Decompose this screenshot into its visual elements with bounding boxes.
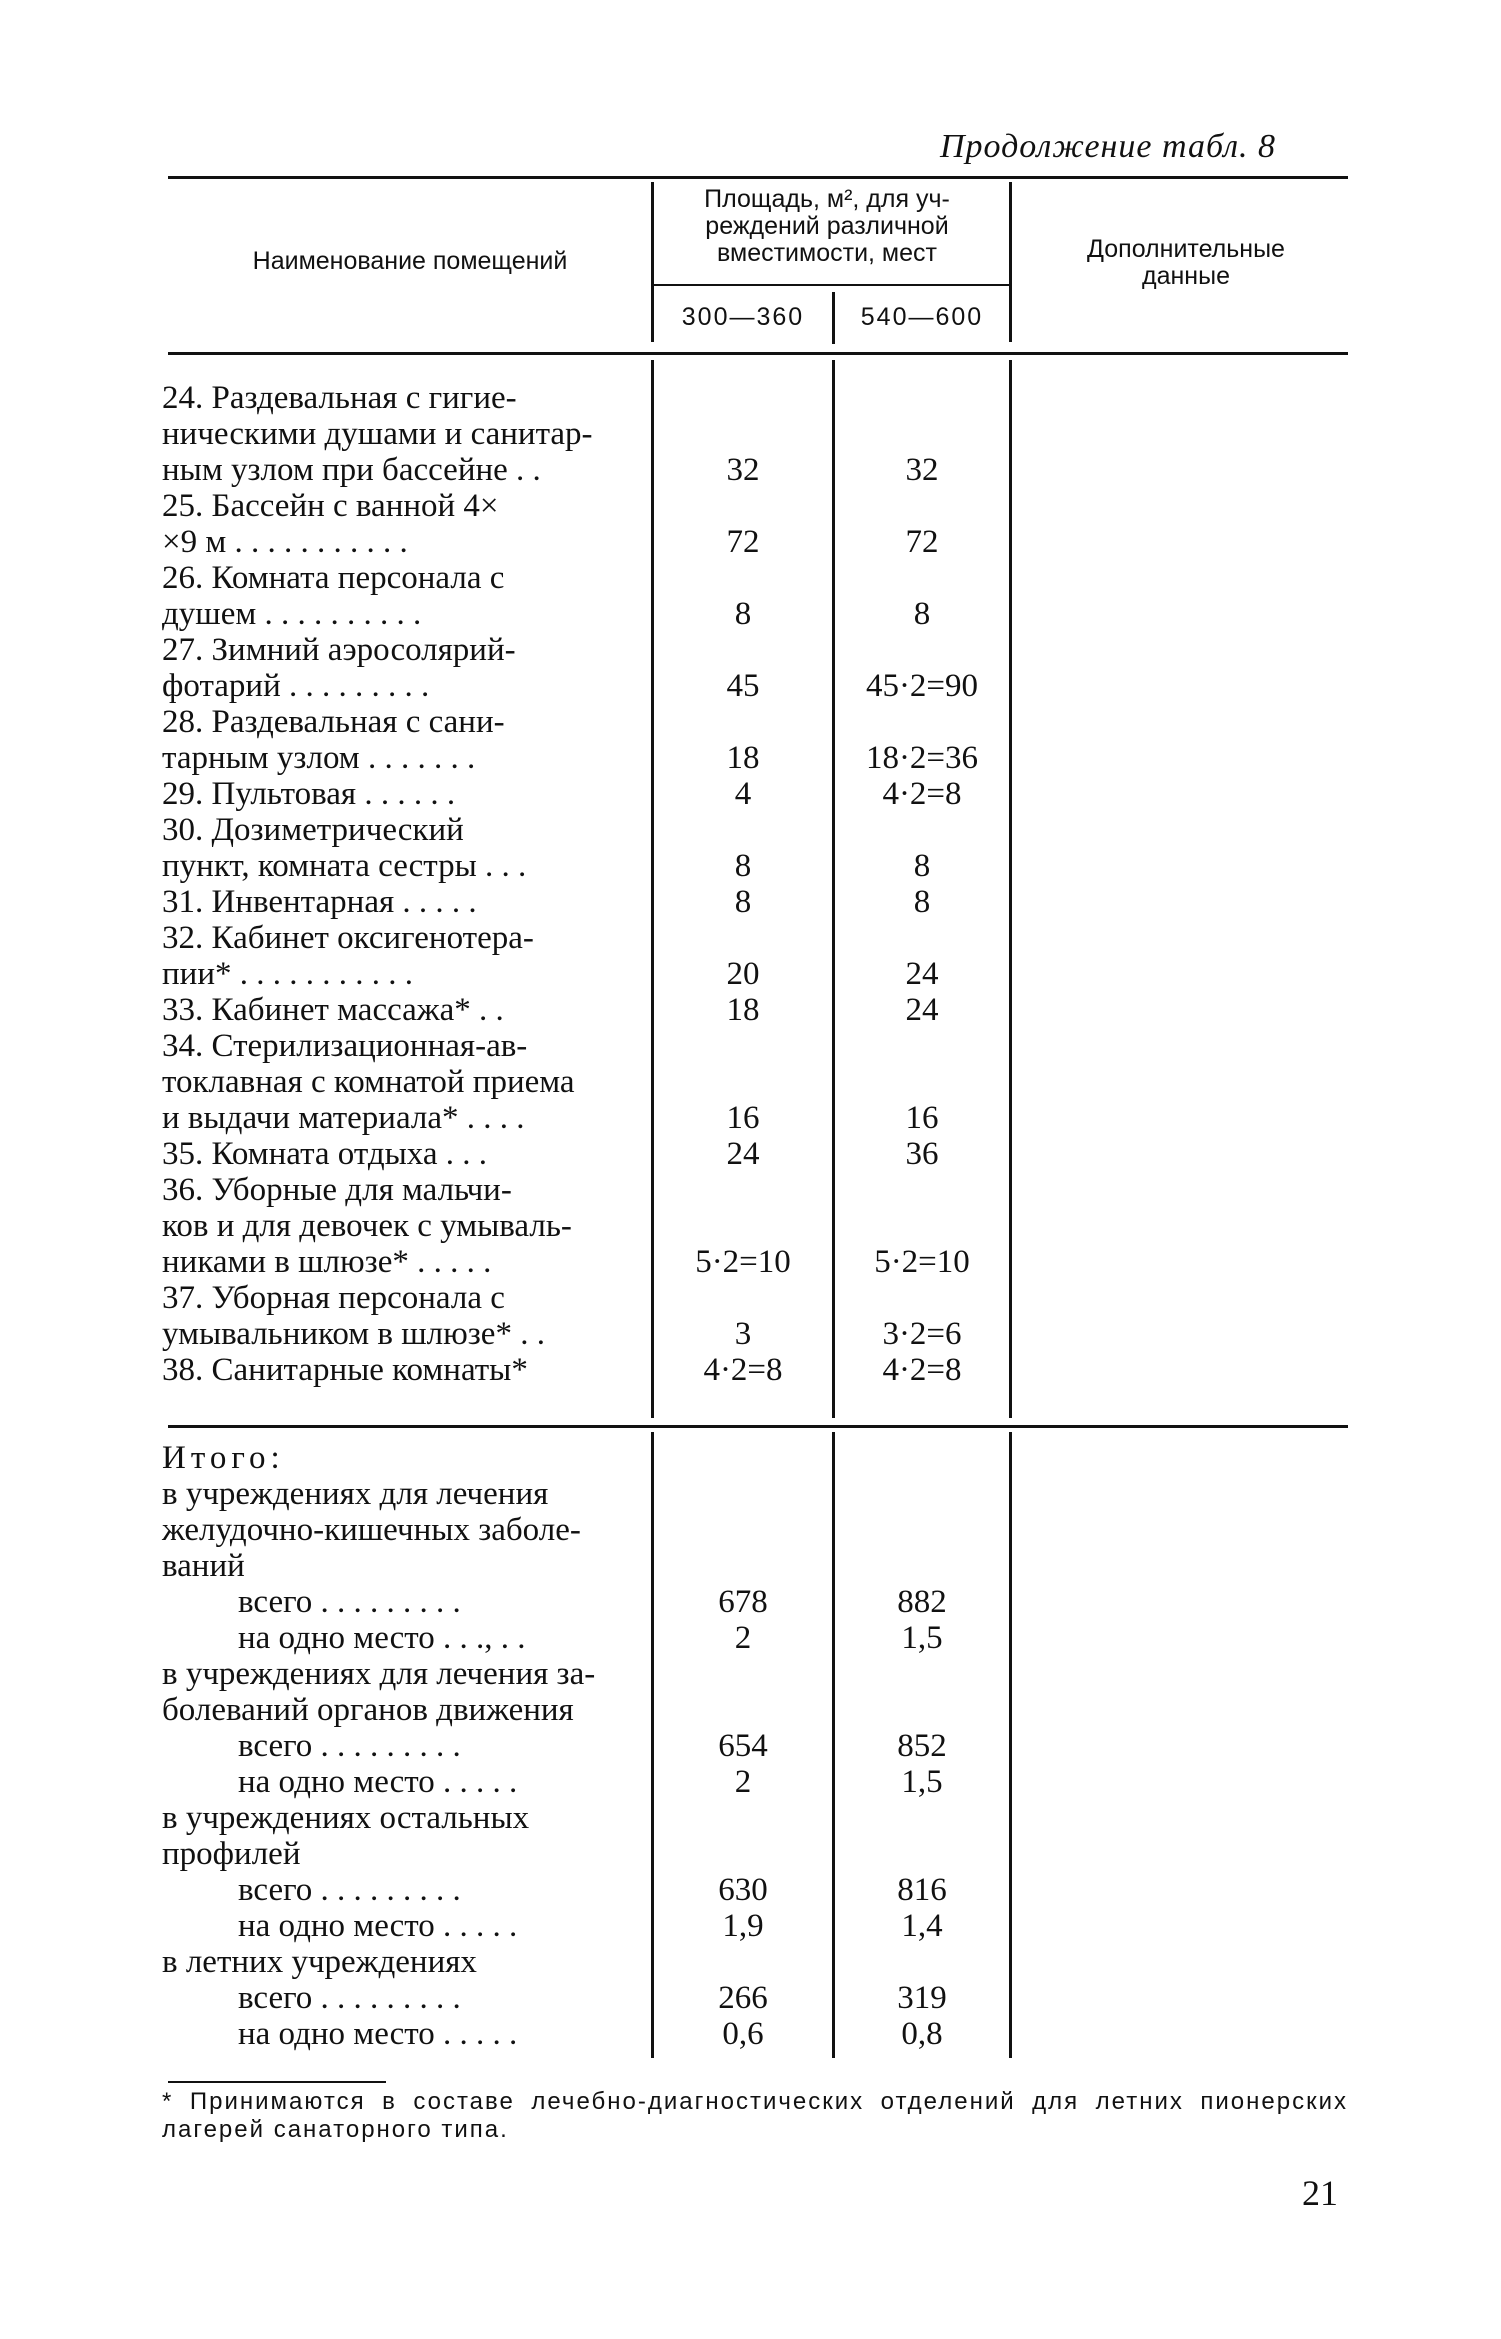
totals-group-1-per-place-label: на одно место . . ., . . [238, 1620, 526, 1656]
room-row-24-value-540-600: 32 [905, 452, 939, 488]
room-row-36-value-540-600: 5·2=10 [874, 1244, 970, 1280]
room-row-29-value-300-360: 4 [734, 776, 752, 812]
totals-group-1-per-place-540-600: 1,5 [901, 1620, 943, 1656]
room-row-29-line-1: 29. Пультовая . . . . . . [162, 776, 456, 812]
room-row-26-line-2: душем . . . . . . . . . . [162, 596, 422, 632]
room-row-32-line-2: пии* . . . . . . . . . . . [162, 956, 413, 992]
totals-group-1-per-place-300-360: 2 [734, 1620, 752, 1656]
totals-group-1-line-2: желудочно-кишечных заболе- [162, 1512, 581, 1548]
totals-group-2-per-place-300-360: 2 [734, 1764, 752, 1800]
room-row-37-value-540-600: 3·2=6 [882, 1316, 962, 1352]
header-room-name: Наименование помещений [252, 247, 568, 275]
footnote: * Принимаются в составе лечебно-диагностических отделений для летних пионерских лагерей санаторного типа. [162, 2088, 1348, 2143]
totals-group-3-total-label: всего . . . . . . . . . [238, 1872, 461, 1908]
room-row-26-value-540-600: 8 [913, 596, 931, 632]
totals-group-2-line-2: болеваний органов движения [162, 1692, 574, 1728]
page-number: 21 [1302, 2173, 1338, 2213]
room-row-38-line-1: 38. Санитарные комнаты* [162, 1352, 528, 1388]
room-row-33-value-540-600: 24 [905, 992, 939, 1028]
totals-group-4-total-540-600: 319 [897, 1980, 947, 2016]
totals-group-1-line-1: в учреждениях для лечения [162, 1476, 549, 1512]
room-row-24-line-1: 24. Раздевальная с гигие- [162, 380, 517, 416]
room-row-28-line-1: 28. Раздевальная с сани- [162, 704, 505, 740]
room-row-35-line-1: 35. Комната отдыха . . . [162, 1136, 488, 1172]
room-row-27-value-540-600: 45·2=90 [865, 668, 979, 704]
totals-group-3-per-place-label: на одно место . . . . . [238, 1908, 518, 1944]
header-extra-line-2: данные [1142, 262, 1230, 290]
totals-section [162, 1440, 642, 2052]
room-row-27-line-2: фотарий . . . . . . . . . [162, 668, 430, 704]
header-additional-data [1010, 236, 1362, 290]
totals-group-1-total-300-360: 678 [718, 1584, 768, 1620]
totals-group-2-total-label: всего . . . . . . . . . [238, 1728, 461, 1764]
room-row-30-value-540-600: 8 [913, 848, 931, 884]
room-row-36-line-2: ков и для девочек с умываль- [162, 1208, 572, 1244]
header-area-line-3: вместимости, мест [717, 239, 937, 267]
room-row-25-line-2: ×9 м . . . . . . . . . . . [162, 524, 408, 560]
room-row-26-line-1: 26. Комната персонала с [162, 560, 505, 596]
header-bottom-rule [168, 352, 1348, 355]
header-area-line-2: реждений различной [705, 212, 949, 240]
room-row-31-value-540-600: 8 [913, 884, 931, 920]
room-row-36-line-3: никами в шлюзе* . . . . . [162, 1244, 492, 1280]
room-row-27-line-1: 27. Зимний аэросолярий- [162, 632, 516, 668]
room-row-38-value-540-600: 4·2=8 [882, 1352, 962, 1388]
totals-group-3-per-place-300-360: 1,9 [722, 1908, 764, 1944]
room-row-36-line-1: 36. Уборные для мальчи- [162, 1172, 512, 1208]
totals-group-3-line-1: в учреждениях остальных [162, 1800, 530, 1836]
room-row-28-line-2: тарным узлом . . . . . . . [162, 740, 476, 776]
totals-group-4-per-place-300-360: 0,6 [722, 2016, 764, 2052]
totals-title: Итого: [162, 1440, 285, 1476]
room-row-34-line-2: токлавная с комнатой приема [162, 1064, 575, 1100]
totals-group-2-total-300-360: 654 [718, 1728, 768, 1764]
totals-group-3-per-place-540-600: 1,4 [901, 1908, 943, 1944]
room-row-29-value-540-600: 4·2=8 [882, 776, 962, 812]
header-area-line-1: Площадь, м², для уч- [704, 185, 950, 213]
totals-group-4-per-place-540-600: 0,8 [901, 2016, 943, 2052]
room-row-30-value-300-360: 8 [734, 848, 752, 884]
room-row-37-line-1: 37. Уборная персонала с [162, 1280, 505, 1316]
room-row-30-line-1: 30. Дозиметрический [162, 812, 464, 848]
room-row-36-value-300-360: 5·2=10 [695, 1244, 791, 1280]
room-row-24-value-300-360: 32 [726, 452, 760, 488]
room-row-31-value-300-360: 8 [734, 884, 752, 920]
totals-group-3-line-2: профилей [162, 1836, 301, 1872]
totals-group-4-line-1: в летних учреждениях [162, 1944, 477, 1980]
totals-group-2-per-place-540-600: 1,5 [901, 1764, 943, 1800]
totals-group-4-total-300-360: 266 [718, 1980, 768, 2016]
room-row-37-line-2: умывальником в шлюзе* . . [162, 1316, 545, 1352]
area-subheader-rule [652, 284, 1012, 286]
totals-group-3-total-540-600: 816 [897, 1872, 947, 1908]
totals-group-4-per-place-label: на одно место . . . . . [238, 2016, 518, 2052]
room-row-34-value-540-600: 16 [905, 1100, 939, 1136]
totals-group-1-total-540-600: 882 [897, 1584, 947, 1620]
totals-group-2-per-place-label: на одно место . . . . . [238, 1764, 518, 1800]
room-row-25-value-300-360: 72 [726, 524, 760, 560]
room-row-35-value-300-360: 24 [726, 1136, 760, 1172]
room-row-34-value-300-360: 16 [726, 1100, 760, 1136]
room-row-27-value-300-360: 45 [726, 668, 760, 704]
room-row-38-value-300-360: 4·2=8 [703, 1352, 783, 1388]
room-row-32-value-300-360: 20 [726, 956, 760, 992]
room-row-35-value-540-600: 36 [905, 1136, 939, 1172]
table-continuation-caption: Продолжение табл. 8 [940, 128, 1277, 165]
room-row-28-value-300-360: 18 [726, 740, 760, 776]
room-row-24-line-3: ным узлом при бассейне . . [162, 452, 541, 488]
room-row-30-line-2: пункт, комната сестры . . . [162, 848, 527, 884]
header-capacity-300-360: 300—360 [681, 303, 805, 331]
room-row-34-line-1: 34. Стерилизационная-ав- [162, 1028, 528, 1064]
totals-separator-rule [168, 1425, 1348, 1428]
header-area [652, 186, 1002, 267]
room-row-33-value-300-360: 18 [726, 992, 760, 1028]
totals-group-3-total-300-360: 630 [718, 1872, 768, 1908]
room-row-28-value-540-600: 18·2=36 [865, 740, 979, 776]
room-row-33-line-1: 33. Кабинет массажа* . . [162, 992, 504, 1028]
totals-group-1-total-label: всего . . . . . . . . . [238, 1584, 461, 1620]
totals-group-2-total-540-600: 852 [897, 1728, 947, 1764]
room-row-26-value-300-360: 8 [734, 596, 752, 632]
room-row-24-line-2: ническими душами и санитар- [162, 416, 593, 452]
totals-group-4-total-label: всего . . . . . . . . . [238, 1980, 461, 2016]
room-row-34-line-3: и выдачи материала* . . . . [162, 1100, 525, 1136]
totals-group-2-line-1: в учреждениях для лечения за- [162, 1656, 596, 1692]
room-row-25-line-1: 25. Бассейн с ванной 4× [162, 488, 499, 524]
table-top-rule [168, 176, 1348, 179]
footnote-rule [168, 2081, 386, 2083]
room-row-37-value-300-360: 3 [734, 1316, 752, 1352]
totals-group-1-line-3: ваний [162, 1548, 245, 1584]
room-row-32-value-540-600: 24 [905, 956, 939, 992]
room-rows [162, 380, 642, 1388]
room-row-25-value-540-600: 72 [905, 524, 939, 560]
header-capacity-540-600: 540—600 [860, 303, 984, 331]
header-extra-line-1: Дополнительные [1087, 235, 1285, 263]
room-row-31-line-1: 31. Инвентарная . . . . . [162, 884, 477, 920]
room-row-32-line-1: 32. Кабинет оксигенотера- [162, 920, 534, 956]
